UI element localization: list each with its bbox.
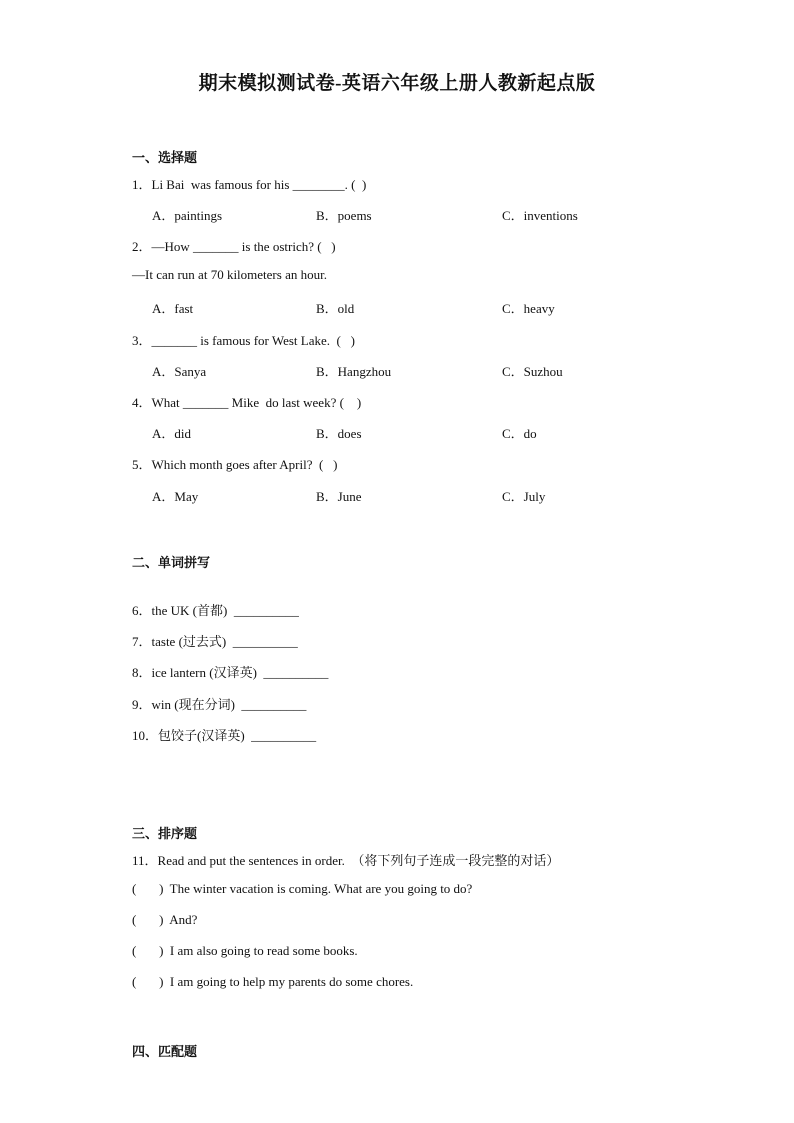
question-2-stem: 2．—How _______ is the ostrich? ( ) [132,239,336,254]
question-3-option-c: C．Suzhou [502,364,563,379]
question-1-option-a: A．paintings [152,208,223,223]
spelling-item-6: 6．the UK (首都) __________ [132,603,299,618]
section-heading-ordering: 三、排序题 [132,826,198,841]
question-4-option-c: C．do [502,426,537,441]
question-4-stem: 4．What _______ Mike do last week? ( ) [132,395,362,410]
question-2-option-a: A．fast [152,301,194,316]
spelling-item-8: 8．ice lantern (汉译英) __________ [132,665,329,680]
question-3-stem: 3．_______ is famous for West Lake. ( ) [132,333,355,348]
question-4-option-a: A．did [152,426,192,441]
spelling-item-10: 10．包饺子(汉译英) __________ [132,728,317,743]
question-2-dialogue: —It can run at 70 kilometers an hour. [132,267,327,282]
question-5-option-c: C．July [502,489,546,504]
ordering-line-3: ( ) I am also going to read some books. [132,943,358,958]
question-2-option-b: B．old [316,301,355,316]
ordering-prompt: 11．Read and put the sentences in order. （将下列句子连成一段完整的对话） [132,853,560,868]
ordering-line-1: ( ) The winter vacation is coming. What are you going to do? [132,881,473,896]
question-3-option-b: B．Hangzhou [316,364,392,379]
ordering-line-2: ( ) And? [132,912,198,927]
section-heading-spelling: 二、单词拼写 [132,555,211,570]
ordering-line-4: ( ) I am going to help my parents do some chores. [132,974,414,989]
question-4-option-b: B．does [316,426,362,441]
section-heading-matching: 四、匹配题 [132,1044,198,1059]
question-1-option-c: C．inventions [502,208,578,223]
question-5-option-a: A．May [152,489,199,504]
spelling-item-7: 7．taste (过去式) __________ [132,634,298,649]
question-5-option-b: B．June [316,489,362,504]
spelling-item-9: 9．win (现在分词) __________ [132,697,307,712]
question-1-stem: 1．Li Bai was famous for his ________. ( ) [132,177,367,192]
section-heading-choice: 一、选择题 [132,150,198,165]
question-1-option-b: B．poems [316,208,372,223]
question-5-stem: 5．Which month goes after April? ( ) [132,457,338,472]
question-2-option-c: C．heavy [502,301,555,316]
page-title: 期末模拟测试卷-英语六年级上册人教新起点版 [198,73,596,94]
question-3-option-a: A．Sanya [152,364,207,379]
